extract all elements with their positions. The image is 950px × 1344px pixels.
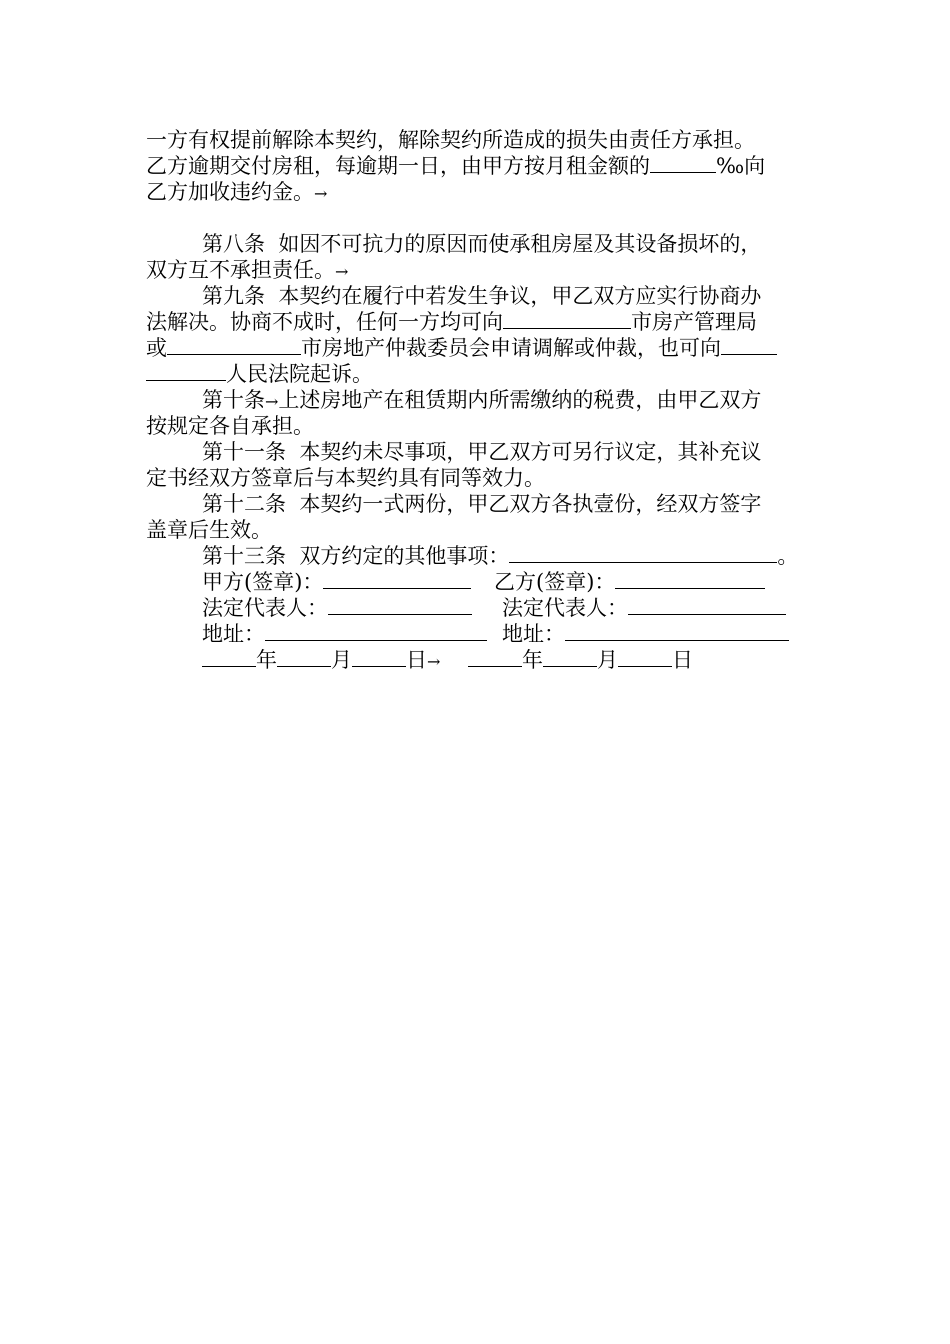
text: ‰向 bbox=[716, 154, 766, 178]
paragraph-mark-icon: → bbox=[314, 184, 328, 203]
paragraph-mark-icon: → bbox=[265, 392, 279, 411]
paragraph-mark-icon: → bbox=[335, 262, 349, 281]
article-9 bbox=[202, 283, 761, 309]
article-12 bbox=[202, 491, 761, 517]
blank-line bbox=[167, 336, 301, 355]
text-line bbox=[146, 335, 777, 361]
text: 市房产管理局 bbox=[631, 310, 757, 334]
blank-line bbox=[323, 570, 471, 589]
label: 甲方(签章)： bbox=[202, 570, 324, 594]
text-line bbox=[146, 153, 765, 179]
text: 月 bbox=[597, 648, 618, 672]
text-line bbox=[146, 127, 755, 153]
blank-line bbox=[328, 596, 472, 615]
text: 日 bbox=[406, 648, 427, 672]
blank-line bbox=[352, 648, 406, 667]
text: 第十条 bbox=[202, 388, 265, 412]
article-10 bbox=[202, 387, 761, 415]
text: 乙方逾期交付房租，每逾期一日，由甲方按月租金额的 bbox=[146, 154, 650, 178]
article-13 bbox=[202, 543, 798, 569]
blank-line bbox=[509, 544, 777, 563]
text: 乙方加收违约金。 bbox=[146, 180, 314, 204]
text: 定书经双方签章后与本契约具有同等效力。 bbox=[146, 466, 545, 490]
paragraph-mark-icon: → bbox=[427, 652, 441, 671]
blank-line bbox=[628, 596, 786, 615]
label: 法定代表人： bbox=[202, 596, 328, 620]
text: 日 bbox=[672, 648, 693, 672]
party-b-date bbox=[468, 647, 693, 673]
text: 年 bbox=[522, 648, 543, 672]
blank-line bbox=[146, 362, 226, 381]
text-line bbox=[146, 517, 272, 543]
blank-line bbox=[565, 622, 789, 641]
text: 年 bbox=[256, 648, 277, 672]
text-line bbox=[146, 465, 545, 491]
label: 地址： bbox=[502, 622, 565, 646]
text: 第九条 本契约在履行中若发生争议，甲乙双方应实行协商办 bbox=[202, 284, 762, 308]
article-8 bbox=[202, 231, 761, 257]
text: 按规定各自承担。 bbox=[146, 414, 314, 438]
text: 上述房地产在租赁期内所需缴纳的税费，由甲乙双方 bbox=[278, 388, 762, 412]
label: 法定代表人： bbox=[502, 596, 628, 620]
label: 地址： bbox=[202, 622, 265, 646]
blank-line bbox=[721, 336, 777, 355]
party-b-representative bbox=[502, 595, 786, 621]
blank-line bbox=[468, 648, 522, 667]
text: 一方有权提前解除本契约，解除契约所造成的损失由责任方承担。 bbox=[146, 128, 755, 152]
party-a-address bbox=[202, 621, 487, 647]
party-a-signature bbox=[202, 569, 471, 595]
text: 双方互不承担责任。 bbox=[146, 258, 335, 282]
text-line bbox=[146, 309, 757, 335]
text: 。 bbox=[777, 544, 799, 568]
text: 或 bbox=[146, 336, 167, 360]
text-line bbox=[146, 413, 314, 439]
party-b-signature bbox=[494, 569, 765, 595]
party-b-address bbox=[502, 621, 789, 647]
blank-line bbox=[618, 648, 672, 667]
text: 人民法院起诉。 bbox=[226, 362, 373, 386]
article-11 bbox=[202, 439, 761, 465]
text: 第十一条 本契约未尽事项，甲乙双方可另行议定，其补充议 bbox=[202, 440, 762, 464]
text: 市房地产仲裁委员会申请调解或仲裁，也可向 bbox=[301, 336, 721, 360]
blank-line bbox=[265, 622, 487, 641]
blank-line bbox=[202, 648, 256, 667]
text-line bbox=[146, 179, 327, 207]
party-a-representative bbox=[202, 595, 472, 621]
blank-line bbox=[277, 648, 331, 667]
text: 第八条 如因不可抗力的原因而使承租房屋及其设备损坏的， bbox=[202, 232, 762, 256]
text: 法解决。协商不成时，任何一方均可向 bbox=[146, 310, 503, 334]
text-line bbox=[146, 361, 373, 387]
text-line bbox=[146, 257, 348, 285]
text: 盖章后生效。 bbox=[146, 518, 272, 542]
party-a-date bbox=[202, 647, 440, 675]
blank-line bbox=[543, 648, 597, 667]
blank-line bbox=[503, 310, 631, 329]
text: 第十三条 双方约定的其他事项： bbox=[202, 544, 510, 568]
blank-line bbox=[650, 154, 716, 173]
text: 月 bbox=[331, 648, 352, 672]
blank-line bbox=[615, 570, 765, 589]
text: 第十二条 本契约一式两份，甲乙双方各执壹份，经双方签字 bbox=[202, 492, 762, 516]
label: 乙方(签章)： bbox=[494, 570, 616, 594]
